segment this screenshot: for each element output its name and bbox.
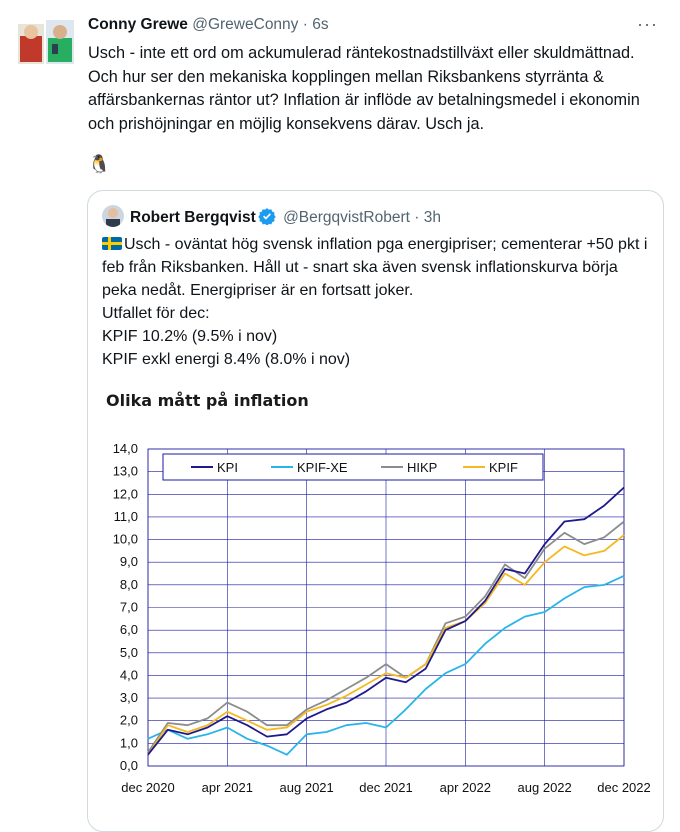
y-tick-label: 6,0 xyxy=(119,622,138,638)
verified-badge-icon xyxy=(258,207,276,230)
author-name[interactable]: Conny Grewe xyxy=(88,16,188,33)
y-tick-label: 11,0 xyxy=(113,508,138,524)
quoted-author-handle[interactable]: @BergqvistRobert xyxy=(283,209,410,226)
chart-title: Olika mått på inflation xyxy=(106,391,309,410)
tweet-header xyxy=(88,16,660,38)
author-avatar[interactable] xyxy=(18,18,74,66)
more-options-icon[interactable]: ··· xyxy=(637,14,658,34)
inflation-chart[interactable] xyxy=(88,381,663,811)
x-tick-label: dec 2020 xyxy=(121,780,175,795)
author-handle[interactable]: @GreweConny xyxy=(192,16,299,33)
legend-label-hikp: HIKP xyxy=(407,460,438,475)
y-tick-label: 5,0 xyxy=(119,644,138,660)
y-tick-label: 1,0 xyxy=(119,735,138,751)
quoted-tweet[interactable] xyxy=(87,190,664,832)
y-tick-label: 8,0 xyxy=(119,576,138,592)
y-tick-label: 9,0 xyxy=(119,554,138,570)
x-tick-label: dec 2021 xyxy=(359,780,413,795)
tweet-time[interactable]: · 6s xyxy=(302,16,329,33)
x-tick-label: apr 2022 xyxy=(439,780,491,795)
x-tick-label: dec 2022 xyxy=(597,780,651,795)
quoted-header xyxy=(130,207,441,230)
y-tick-label: 3,0 xyxy=(119,690,138,706)
quoted-author-avatar[interactable] xyxy=(102,205,124,227)
quoted-author-name[interactable]: Robert Bergqvist xyxy=(130,209,256,226)
y-tick-label: 2,0 xyxy=(119,712,138,728)
y-tick-label: 14,0 xyxy=(112,441,138,456)
y-tick-label: 4,0 xyxy=(119,667,138,683)
y-tick-label: 13,0 xyxy=(112,463,138,479)
legend-label-kpif: KPIF xyxy=(489,460,518,475)
tweet-text: Usch - inte ett ord om ackumulerad räntekostnadstillväxt eller skuldmättnad. Och hur ser den mekaniska kopplingen mellan Riksbankens styrränta & affärsbankernas räntor ut? Inflation är inflöde av betalningsmedel i ekonomin och prishöjningar en möjlig konsekvens därav. Usch ja. xyxy=(88,44,645,133)
quoted-tweet-text xyxy=(102,233,652,371)
x-tick-label: aug 2021 xyxy=(279,780,334,795)
y-tick-label: 12,0 xyxy=(112,486,138,502)
x-tick-label: aug 2022 xyxy=(517,780,572,795)
y-tick-label: 0,0 xyxy=(119,758,138,773)
legend-label-kpif_xe: KPIF-XE xyxy=(297,460,348,475)
quoted-text-body: Usch - oväntat hög svensk inflation pga energipriser; cementerar +50 pkt i feb från Riksbanken. Håll ut - snart ska även svensk inflationskurva börja peka nedåt. Energipriser är en fortsatt joker. Utfallet för dec: KPIF 10.2% (9.5% i nov) KPIF exkl energi 8.4% (8.0% i nov) xyxy=(102,236,648,368)
x-tick-label: apr 2021 xyxy=(201,780,253,795)
y-tick-label: 10,0 xyxy=(112,531,138,547)
quoted-tweet-time[interactable]: · 3h xyxy=(414,209,441,226)
legend-label-kpi: KPI xyxy=(217,460,238,475)
penguin-emoji: 🐧 xyxy=(88,154,111,174)
sweden-flag-icon xyxy=(102,234,122,247)
y-tick-label: 7,0 xyxy=(119,599,138,615)
chart-svg xyxy=(88,381,663,811)
chart-legend xyxy=(163,454,543,480)
